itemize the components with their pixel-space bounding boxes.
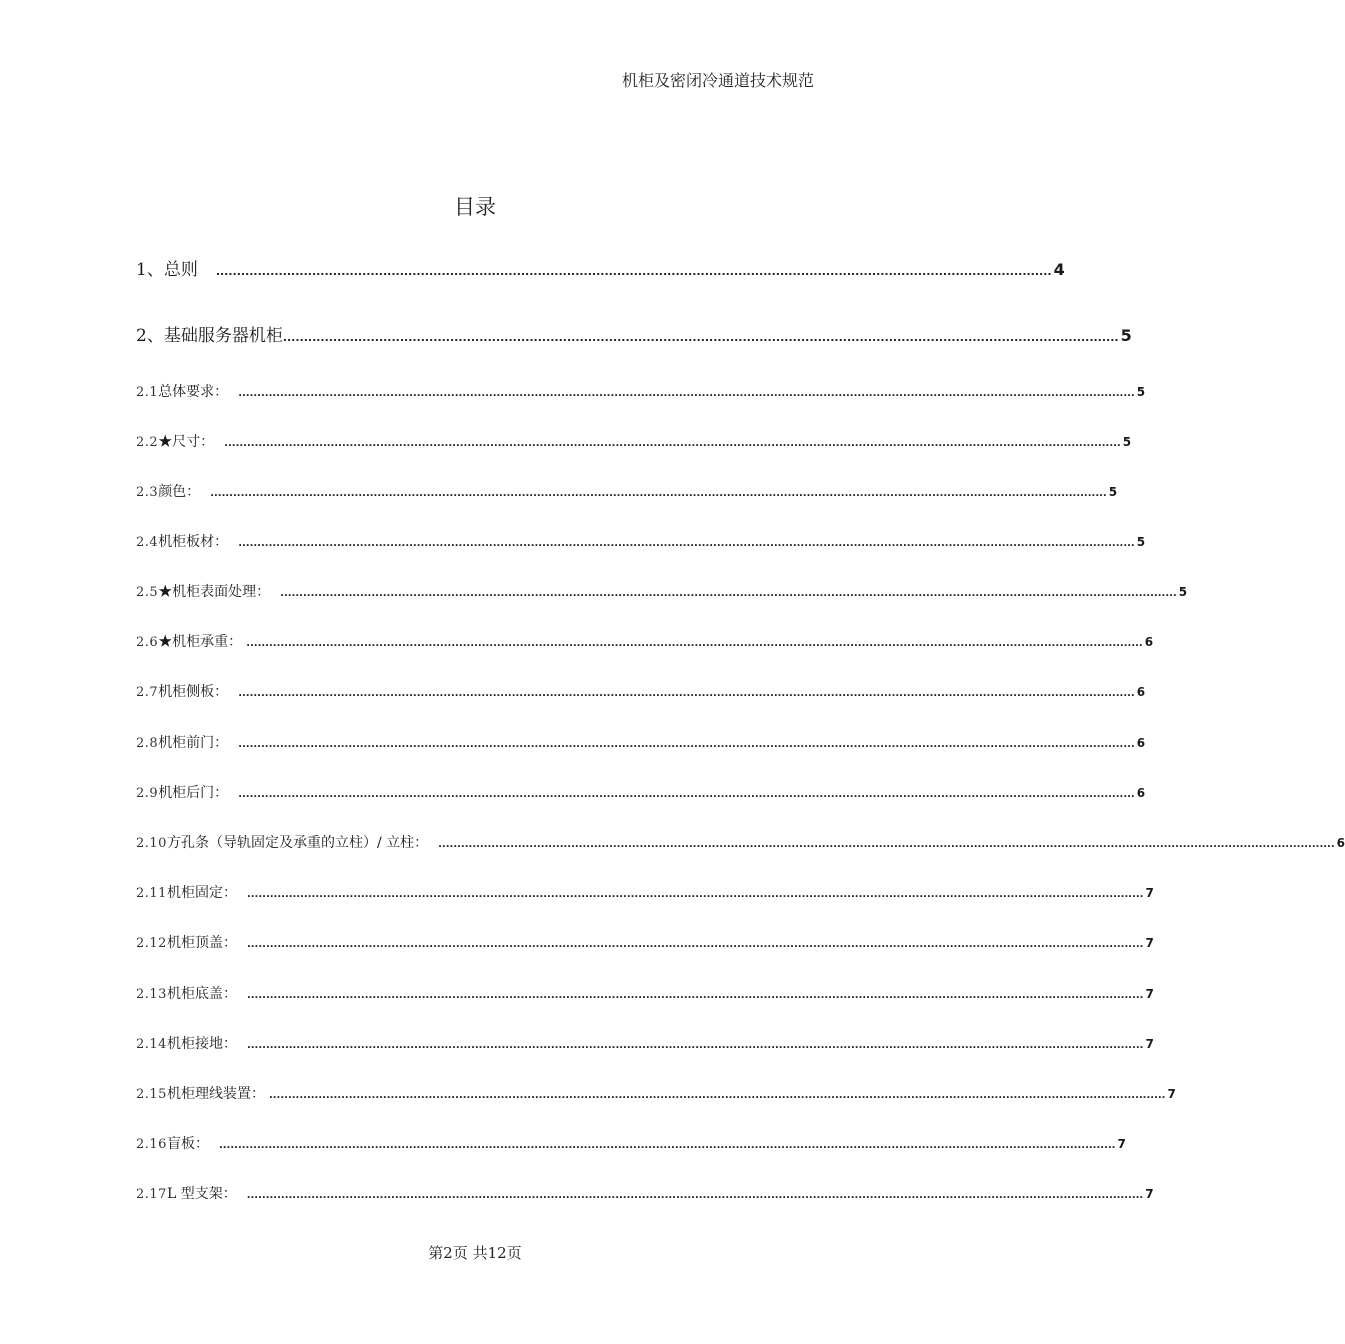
dot-leader: ............................................................................................................................................................................................................................................ [246, 939, 1144, 950]
dot-leader: ............................................................................................................................................................................................................................................ [238, 739, 1135, 750]
toc-entry-label: 总体要求： [158, 384, 229, 400]
dot-leader: ............................................................................................................................................................................................................................................ [238, 688, 1135, 699]
dot-leader: ............................................................................................................................................................................................................................................ [280, 588, 1177, 599]
dot-leader: ............................................................................................................................................................................................................................................ [246, 1040, 1144, 1051]
toc-entry-2-14[interactable] [136, 1033, 1154, 1053]
toc-entry-number: 2.10 [136, 836, 167, 851]
page-footer: 第2页 共12页 [428, 1244, 522, 1262]
dot-leader: ............................................................................................................................................................................................................................................ [438, 839, 1335, 850]
toc-entry-page: 6 [1136, 685, 1146, 699]
toc-entry-label: ★尺寸： [158, 434, 215, 450]
toc-entry-page: 7 [1145, 987, 1154, 1001]
toc-entry-number: 2.14 [136, 1037, 167, 1052]
toc-entry-label: 方孔条（导轨固定及承重的立柱）/ 立柱： [166, 835, 429, 851]
document-header: 机柜及密闭冷通道技术规范 [621, 71, 814, 90]
toc-entry-number: 2.15 [136, 1087, 167, 1102]
toc-entry-2-12[interactable] [136, 932, 1154, 952]
toc-entry-number: 2.2 [136, 435, 159, 450]
dot-leader: ............................................................................................................................................................................................................................................ [238, 789, 1135, 800]
toc-entry-number: 2.5 [136, 585, 159, 600]
toc-entry-page: 7 [1145, 1037, 1154, 1051]
toc-entry-page: 7 [1145, 1187, 1154, 1201]
toc-entry-label: ★机柜表面处理： [158, 584, 271, 600]
dot-leader: ............................................................................................................................................................................................................................................ [246, 990, 1144, 1001]
toc-entry-2-16[interactable] [136, 1133, 1126, 1153]
toc-entry-page: 5 [1136, 535, 1146, 549]
toc-entry-2-2[interactable] [136, 431, 1132, 451]
toc-entry-2-10[interactable] [136, 832, 1345, 852]
toc-entry-2-11[interactable] [136, 882, 1154, 902]
dot-leader: ............................................................................................................................................................................................................................................ [238, 388, 1135, 399]
toc-entry-2-13[interactable] [136, 983, 1154, 1003]
toc-entry-label: 机柜前门： [158, 735, 229, 751]
toc-entry-label: ★机柜承重： [158, 634, 243, 650]
toc-entry-label: 机柜固定： [166, 885, 237, 901]
toc-entry-2-9[interactable] [136, 782, 1146, 802]
toc-entry-label: 2、基础服务器机柜 [136, 326, 283, 346]
toc-entry-label: 机柜侧板： [158, 684, 229, 700]
toc-entry-1[interactable] [136, 255, 1065, 280]
toc-entry-number: 2.11 [136, 886, 167, 901]
dot-leader: ............................................................................................................................................................................................................................................ [210, 488, 1107, 499]
toc-entry-page: 5 [1108, 485, 1118, 499]
toc-entry-page: 7 [1167, 1087, 1176, 1101]
toc-entry-number: 2.6 [136, 635, 159, 650]
toc-entry-label: 机柜理线装置： [166, 1086, 265, 1102]
toc-entry-label: 机柜后门： [158, 785, 229, 801]
dot-leader: ........................................................................................................................................................................................................ [282, 331, 1119, 344]
dot-leader: ............................................................................................................................................................................................................................................ [268, 1090, 1166, 1101]
toc-entry-number: 2.8 [136, 736, 159, 751]
toc-entry-page: 6 [1136, 786, 1146, 800]
toc-entry-2-1[interactable] [136, 381, 1146, 401]
toc-entry-number: 2.1 [136, 385, 159, 400]
toc-entry-number: 2.7 [136, 685, 159, 700]
toc-entry-number: 2.9 [136, 786, 159, 801]
dot-leader: ............................................................................................................................................................................................................................................ [246, 638, 1143, 649]
toc-entry-page: 7 [1145, 886, 1154, 900]
toc-entry-2-7[interactable] [136, 681, 1146, 701]
toc-entry-number: 2.3 [136, 485, 159, 500]
toc-entry-page: 5 [1178, 585, 1188, 599]
toc-entry-2[interactable] [136, 321, 1132, 346]
toc-entry-page: 7 [1145, 936, 1154, 950]
toc-entry-page: 5 [1120, 326, 1132, 345]
toc-entry-2-17[interactable] [136, 1183, 1154, 1203]
toc-entry-label: 机柜板材： [158, 534, 229, 550]
toc-entry-number: 2.4 [136, 535, 159, 550]
toc-entry-label: 机柜底盖： [166, 986, 237, 1002]
toc-entry-2-4[interactable] [136, 531, 1146, 551]
toc-entry-page: 6 [1144, 635, 1154, 649]
toc-entry-2-6[interactable] [136, 631, 1154, 651]
dot-leader: ............................................................................................................................................................................................................................................ [238, 538, 1135, 549]
dot-leader: ............................................................................................................................................................................................................................................ [218, 1140, 1116, 1151]
toc-entry-label: 盲板： [166, 1136, 209, 1152]
dot-leader: ............................................................................................................................................................................................................................................ [246, 1190, 1144, 1201]
toc-entry-label: L 型支架： [166, 1186, 237, 1202]
toc-entry-number: 2.12 [136, 936, 167, 951]
toc-entry-label: 1、总则 [136, 260, 198, 280]
toc-entry-page: 7 [1117, 1137, 1126, 1151]
dot-leader: ........................................................................................................................................................................................................ [215, 265, 1052, 278]
toc-entry-page: 5 [1136, 385, 1146, 399]
toc-entry-number: 2.16 [136, 1137, 167, 1152]
toc-entry-2-15[interactable] [136, 1083, 1176, 1103]
toc-entry-2-3[interactable] [136, 481, 1118, 501]
toc-entry-number: 2.17 [136, 1187, 167, 1202]
toc-entry-label: 颜色： [158, 484, 201, 500]
dot-leader: ............................................................................................................................................................................................................................................ [246, 889, 1144, 900]
toc-title: 目录 [454, 195, 496, 219]
toc-entry-label: 机柜顶盖： [166, 935, 237, 951]
toc-entry-page: 6 [1336, 836, 1345, 850]
toc-entry-label: 机柜接地： [166, 1036, 237, 1052]
toc-entry-page: 6 [1136, 736, 1146, 750]
dot-leader: ............................................................................................................................................................................................................................................ [224, 438, 1121, 449]
toc-entry-2-5[interactable] [136, 581, 1188, 601]
toc-entry-page: 4 [1053, 260, 1065, 279]
toc-entry-page: 5 [1122, 435, 1132, 449]
toc-entry-number: 2.13 [136, 987, 167, 1002]
toc-entry-2-8[interactable] [136, 732, 1146, 752]
